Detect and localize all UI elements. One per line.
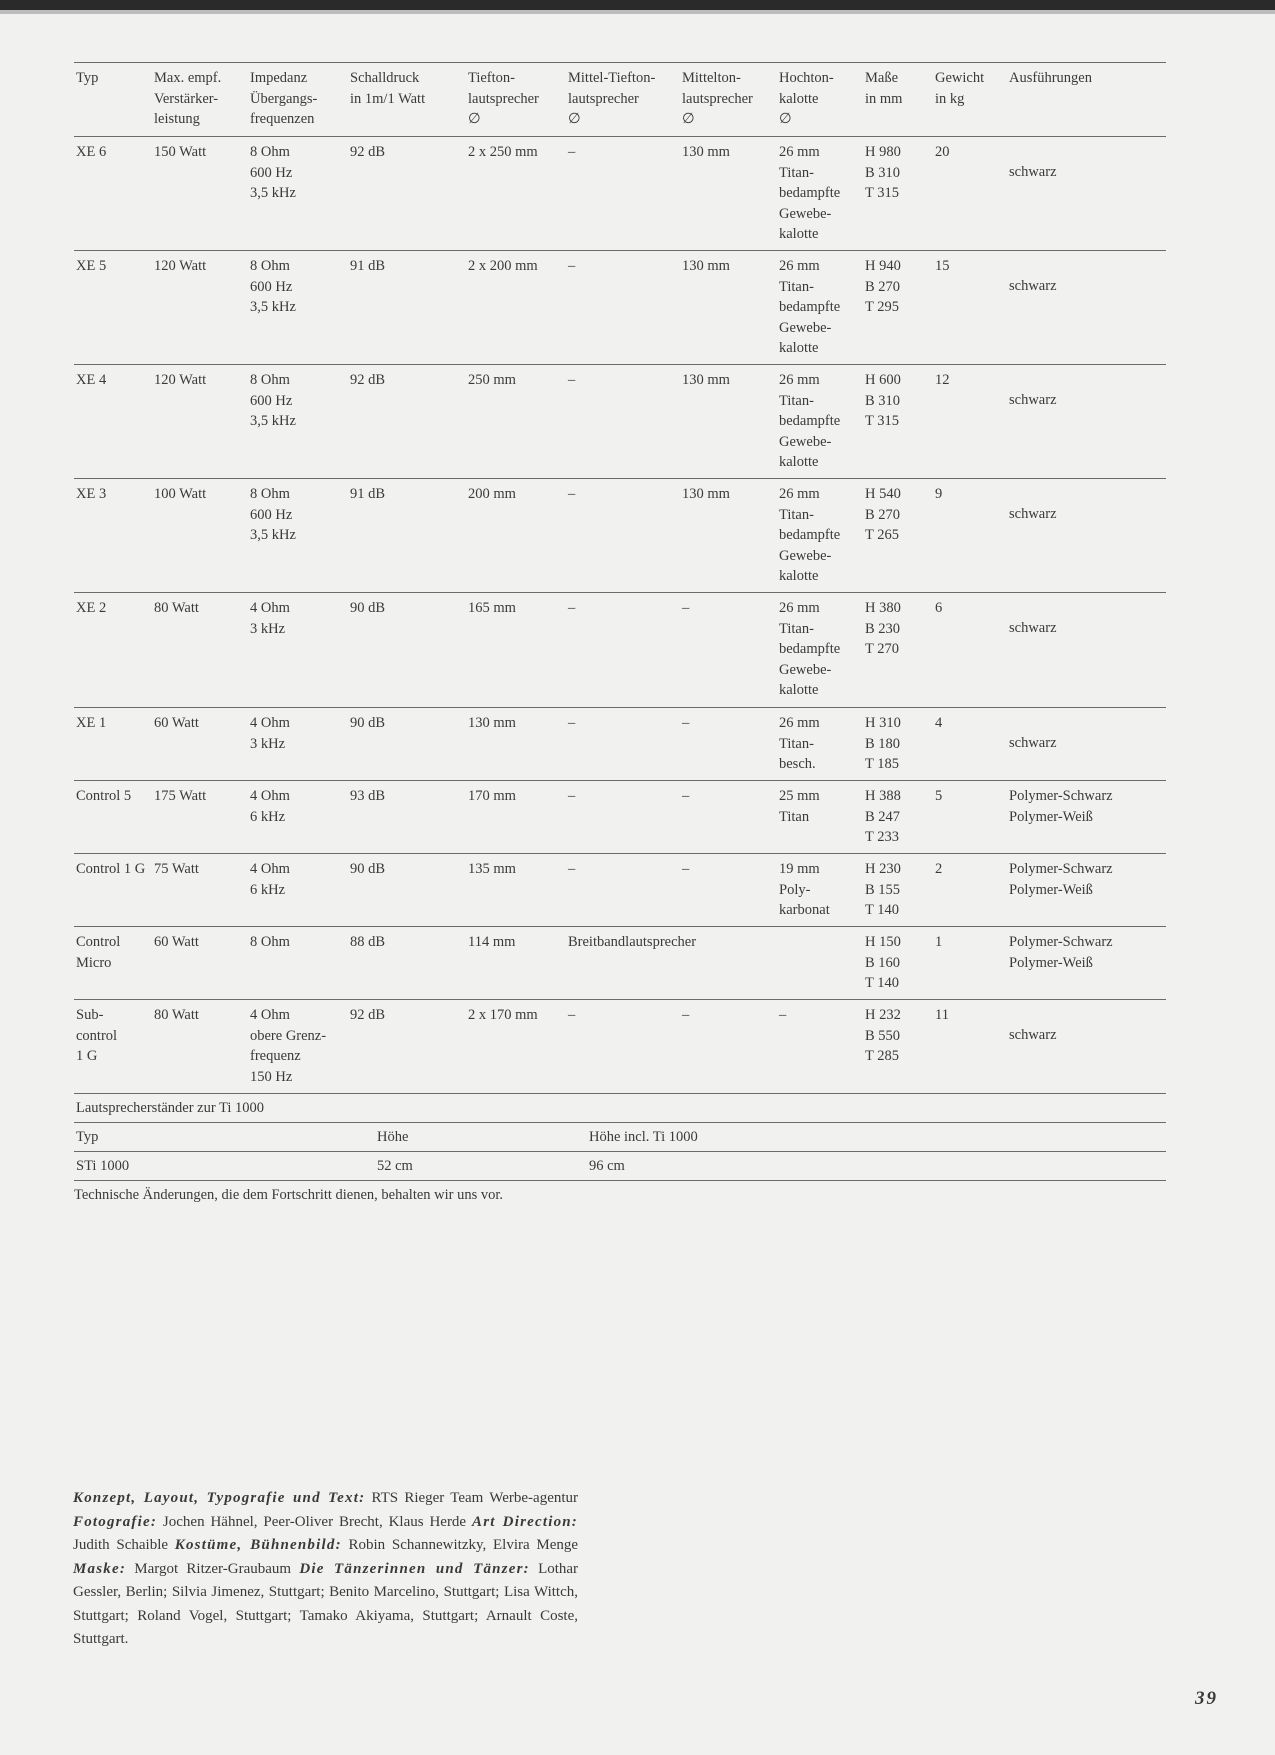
cell-power: 120 Watt: [154, 258, 207, 274]
credit-text: Jochen Hähnel, Peer-Oliver Brecht, Klaus Herde: [162, 1513, 467, 1530]
table-row: [74, 479, 1166, 593]
cell-impedance: 4 Ohm 6 kHz: [250, 861, 290, 898]
cell-tweeter: 19 mm Poly- karbonat: [779, 861, 830, 918]
cell-woofer: 2 x 200 mm: [468, 258, 538, 274]
cell-tweeter: 26 mm Titan- bedampfte Gewebe- kalotte: [779, 258, 841, 356]
cell-midrange: 130 mm: [682, 144, 730, 160]
credit-label: Maske:: [73, 1560, 127, 1577]
cell-dimensions: H 380 B 230 T 270: [865, 600, 901, 657]
cell-tweeter: 26 mm Titan- bedampfte Gewebe- kalotte: [779, 600, 841, 698]
cell-midrange: –: [682, 861, 690, 877]
stand-cell-height: 52 cm: [377, 1158, 413, 1174]
col-header-impedance: Impedanz Übergangs- frequenzen: [250, 70, 318, 127]
table-row: [74, 708, 1166, 781]
cell-mid-woofer: –: [568, 788, 576, 804]
cell-type: XE 5: [76, 258, 107, 274]
speaker-spec-table: [74, 62, 1166, 1094]
credit-text: Lothar Gessler, Berlin; Silvia Jimenez, Stuttgart; Benito Marcelino, Stuttgart; Lisa Wittch, Stuttgart; Roland Vogel, Stuttgart; Tamako Akiyama, Stuttgart; Arnault Coste, Stuttgart.: [73, 1560, 579, 1647]
table-row: [74, 365, 1166, 479]
page-top-edge: [0, 0, 1275, 10]
table-row: [74, 927, 1166, 1000]
cell-finish: schwarz: [1009, 278, 1057, 294]
cell-tweeter: 26 mm Titan- bedampfte Gewebe- kalotte: [779, 486, 841, 584]
credit-label: Die Tänzerinnen und Tänzer:: [299, 1560, 530, 1577]
cell-type: Sub- control 1 G: [76, 1007, 118, 1064]
cell-mid-woofer: –: [568, 144, 576, 160]
credits-block: [73, 1487, 578, 1652]
cell-midrange: –: [682, 715, 690, 731]
cell-spl: 92 dB: [350, 1007, 386, 1023]
col-header-weight: Gewicht in kg: [935, 70, 985, 107]
cell-type: XE 2: [76, 600, 107, 616]
cell-spl: 93 dB: [350, 788, 386, 804]
cell-impedance: 4 Ohm 3 kHz: [250, 715, 290, 752]
cell-spl: 90 dB: [350, 600, 386, 616]
cell-midrange: –: [682, 1007, 690, 1023]
table-row: [74, 137, 1166, 251]
table-row: [74, 251, 1166, 365]
cell-weight: 9: [935, 486, 943, 502]
cell-finish: Polymer-Schwarz Polymer-Weiß: [1009, 788, 1113, 825]
cell-mid-woofer: –: [568, 600, 576, 616]
cell-woofer: 130 mm: [468, 715, 516, 731]
cell-weight: 1: [935, 934, 943, 950]
credit-text: Judith Schaible: [73, 1537, 169, 1553]
cell-spl: 92 dB: [350, 144, 386, 160]
cell-dimensions: H 980 B 310 T 315: [865, 144, 901, 201]
cell-midrange: –: [682, 788, 690, 804]
cell-weight: 5: [935, 788, 943, 804]
cell-spl: 88 dB: [350, 934, 386, 950]
cell-type: XE 1: [76, 715, 107, 731]
col-header-tweeter: Hochton- kalotte ∅: [779, 70, 834, 127]
cell-type: XE 4: [76, 372, 107, 388]
stand-cell-type: STi 1000: [76, 1158, 130, 1174]
cell-dimensions: H 940 B 270 T 295: [865, 258, 901, 315]
credit-text: Robin Schannewitzky, Elvira Menge: [348, 1537, 579, 1553]
credit-label: Konzept, Layout, Typografie und Text:: [73, 1490, 366, 1506]
cell-power: 120 Watt: [154, 372, 207, 388]
cell-power: 175 Watt: [154, 788, 207, 804]
cell-finish: schwarz: [1009, 164, 1057, 180]
cell-impedance: 8 Ohm 600 Hz 3,5 kHz: [250, 486, 296, 543]
page-top-shadow: [0, 10, 1275, 14]
cell-mid-woofer: –: [568, 372, 576, 388]
cell-tweeter: 26 mm Titan- bedampfte Gewebe- kalotte: [779, 372, 841, 470]
cell-tweeter: 26 mm Titan- bedampfte Gewebe- kalotte: [779, 144, 841, 242]
cell-dimensions: H 230 B 155 T 140: [865, 861, 901, 918]
cell-spl: 92 dB: [350, 372, 386, 388]
cell-woofer: 135 mm: [468, 861, 516, 877]
col-header-dimensions: Maße in mm: [865, 70, 903, 107]
cell-woofer: 170 mm: [468, 788, 516, 804]
cell-midrange: 130 mm: [682, 486, 730, 502]
cell-impedance: 4 Ohm 3 kHz: [250, 600, 290, 637]
cell-finish: Polymer-Schwarz Polymer-Weiß: [1009, 861, 1113, 898]
table-row: [74, 854, 1166, 927]
cell-power: 150 Watt: [154, 144, 207, 160]
cell-power: 100 Watt: [154, 486, 207, 502]
cell-impedance: 8 Ohm 600 Hz 3,5 kHz: [250, 144, 296, 201]
cell-spl: 90 dB: [350, 861, 386, 877]
cell-midrange: –: [682, 600, 690, 616]
cell-weight: 2: [935, 861, 943, 877]
col-header-mid-woofer: Mittel-Tiefton- lautsprecher ∅: [568, 70, 656, 127]
table-row: [74, 593, 1166, 708]
cell-type: XE 6: [76, 144, 107, 160]
cell-impedance: 8 Ohm: [250, 934, 290, 950]
cell-woofer: 200 mm: [468, 486, 516, 502]
col-header-type: Typ: [76, 70, 99, 86]
cell-midrange: 130 mm: [682, 258, 730, 274]
speaker-stand-table: [74, 1094, 1166, 1181]
cell-woofer: 250 mm: [468, 372, 516, 388]
cell-woofer: 2 x 250 mm: [468, 144, 538, 160]
col-header-midrange: Mittelton- lautsprecher ∅: [682, 70, 753, 127]
cell-spl: 91 dB: [350, 486, 386, 502]
table-row: [74, 1000, 1166, 1094]
cell-mid-woofer: –: [568, 486, 576, 502]
cell-impedance: 8 Ohm 600 Hz 3,5 kHz: [250, 258, 296, 315]
cell-dimensions: H 540 B 270 T 265: [865, 486, 901, 543]
cell-weight: 20: [935, 144, 950, 160]
col-header-spl: Schalldruck in 1m/1 Watt: [350, 70, 426, 107]
cell-tweeter: 25 mm Titan: [779, 788, 820, 825]
cell-type: Control 1 G: [76, 861, 146, 877]
cell-woofer: 2 x 170 mm: [468, 1007, 538, 1023]
cell-dimensions: H 310 B 180 T 185: [865, 715, 901, 772]
cell-weight: 4: [935, 715, 943, 731]
technical-changes-note: Technische Änderungen, die dem Fortschritt dienen, behalten wir uns vor.: [74, 1187, 504, 1203]
cell-spl: 91 dB: [350, 258, 386, 274]
cell-dimensions: H 150 B 160 T 140: [865, 934, 901, 991]
stand-col-height: Höhe: [377, 1129, 409, 1145]
cell-finish: schwarz: [1009, 506, 1057, 522]
cell-spl: 90 dB: [350, 715, 386, 731]
cell-power: 80 Watt: [154, 1007, 199, 1023]
cell-finish: schwarz: [1009, 620, 1057, 636]
stand-cell-height-incl: 96 cm: [589, 1158, 625, 1174]
stand-header-row: [74, 1123, 1166, 1152]
stand-table-title: Lautsprecherständer zur Ti 1000: [76, 1100, 265, 1116]
cell-finish: schwarz: [1009, 392, 1057, 408]
cell-weight: 15: [935, 258, 950, 274]
stand-col-type: Typ: [76, 1129, 99, 1145]
cell-type: Control Micro: [76, 934, 121, 971]
cell-finish: schwarz: [1009, 1027, 1057, 1043]
credit-text: Margot Ritzer-Graubaum: [134, 1560, 292, 1577]
page-number: 39: [1195, 1688, 1218, 1709]
stand-title-row: [74, 1094, 1166, 1123]
cell-dimensions: H 232 B 550 T 285: [865, 1007, 901, 1064]
cell-dimensions: H 388 B 247 T 233: [865, 788, 901, 845]
cell-weight: 12: [935, 372, 950, 388]
cell-impedance: 8 Ohm 600 Hz 3,5 kHz: [250, 372, 296, 429]
cell-power: 75 Watt: [154, 861, 199, 877]
cell-type: XE 3: [76, 486, 107, 502]
cell-mid-woofer: –: [568, 1007, 576, 1023]
cell-power: 60 Watt: [154, 715, 199, 731]
cell-fullrange-note: Breitbandlautsprecher: [568, 934, 697, 950]
cell-type: Control 5: [76, 788, 132, 804]
spec-header-row: [74, 63, 1166, 137]
credit-text: RTS Rieger Team Werbe-agentur: [371, 1490, 579, 1506]
col-header-woofer: Tiefton- lautsprecher ∅: [468, 70, 539, 127]
col-header-power: Max. empf. Verstärker- leistung: [154, 70, 222, 127]
cell-dimensions: H 600 B 310 T 315: [865, 372, 901, 429]
cell-woofer: 114 mm: [468, 934, 516, 950]
table-row: [74, 1152, 1166, 1181]
cell-power: 80 Watt: [154, 600, 199, 616]
credit-label: Art Direction:: [471, 1513, 579, 1530]
cell-weight: 11: [935, 1007, 949, 1023]
cell-impedance: 4 Ohm obere Grenz- frequenz 150 Hz: [250, 1007, 327, 1085]
cell-finish: schwarz: [1009, 735, 1057, 751]
cell-impedance: 4 Ohm 6 kHz: [250, 788, 290, 825]
col-header-finish: Ausführungen: [1009, 70, 1092, 86]
cell-tweeter: –: [779, 1007, 787, 1023]
cell-weight: 6: [935, 600, 943, 616]
cell-mid-woofer: –: [568, 715, 576, 731]
cell-mid-woofer: –: [568, 258, 576, 274]
cell-tweeter: 26 mm Titan- besch.: [779, 715, 820, 772]
cell-power: 60 Watt: [154, 934, 199, 950]
cell-mid-woofer: –: [568, 861, 576, 877]
table-row: [74, 781, 1166, 854]
cell-midrange: 130 mm: [682, 372, 730, 388]
credit-label: Fotografie:: [73, 1513, 158, 1530]
stand-col-height-incl: Höhe incl. Ti 1000: [589, 1129, 698, 1145]
credit-label: Kostüme, Bühnenbild:: [174, 1537, 342, 1553]
cell-woofer: 165 mm: [468, 600, 516, 616]
cell-finish: Polymer-Schwarz Polymer-Weiß: [1009, 934, 1113, 971]
